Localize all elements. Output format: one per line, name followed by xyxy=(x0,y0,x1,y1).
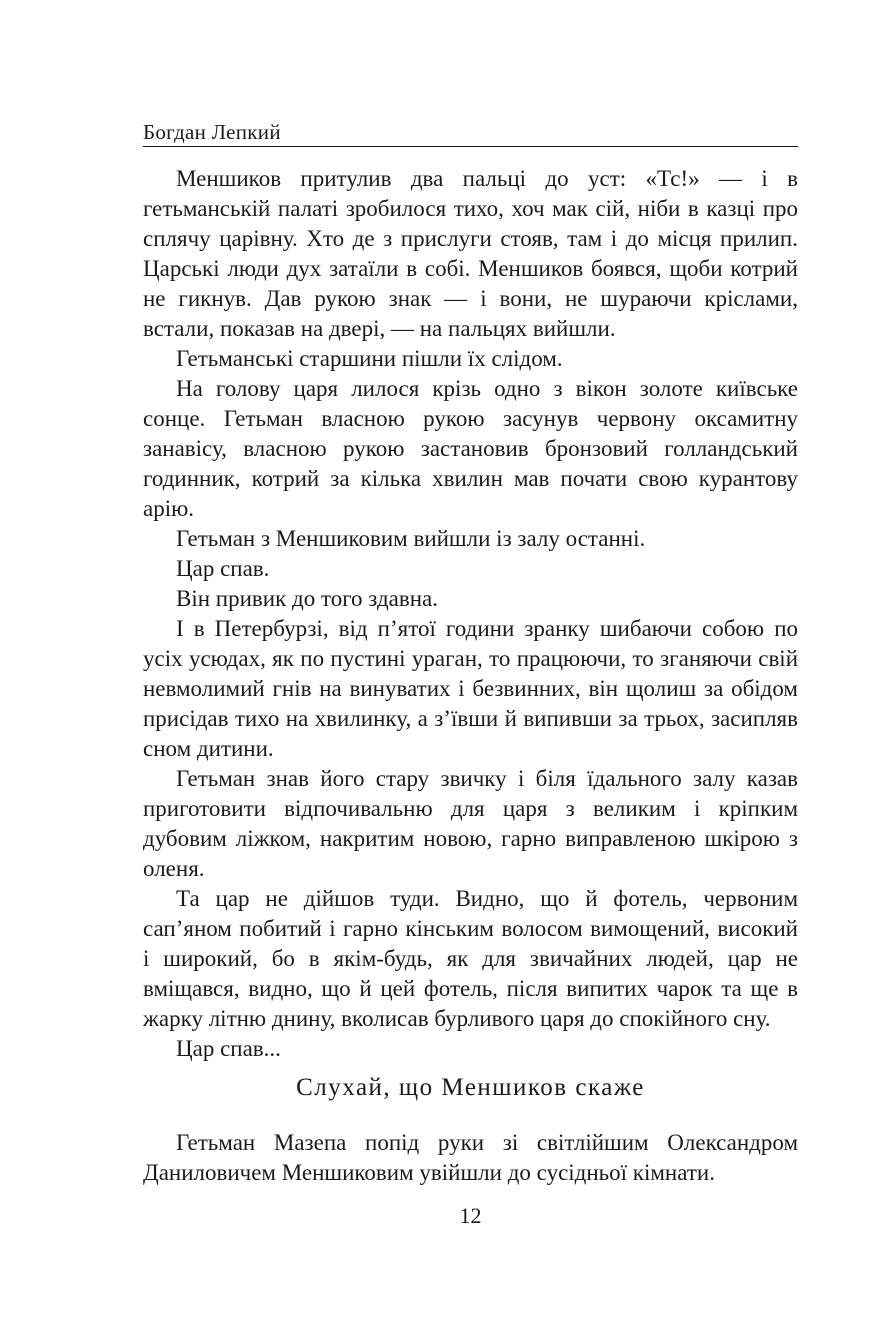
paragraph-5: Цар спав. xyxy=(176,556,270,581)
paragraph-1: Меншиков притулив два пальці до уст: «Тс!» — і в гетьманській палаті зробилося тихо, хоч мак сій, ніби в казці про сплячу царівну. Хто де з прислуги стояв, там і до місця прилип. Царські люди дух затаїли в собі. Меншиков боявся, щоби котрий не гикнув. Дав рукою знак — і вони, не шураючи кріслами, встали, показав на двері, — на пальцях вийшли. xyxy=(143,166,798,341)
paragraph-7: І в Петербурзі, від п’ятої години зранку шибаючи собою по усіх усюдах, як по пустині ураган, то працюючи, то зганяючи свій невмолимий гнів на винуватих і безвинних, він щолиш за обідом присідав тихо на хвилинку, а з’ївши й випивши за трьох, засипляв сном дитини. xyxy=(143,616,798,761)
section-paragraph-1: Гетьман Мазепа попід руки зі світлійшим Олександром Даниловичем Меншиковим увійшли до сусідньої кімнати. xyxy=(143,1130,798,1185)
paragraph-4: Гетьман з Меншиковим вийшли із залу останні. xyxy=(176,526,646,551)
paragraph-9: Та цар не дійшов туди. Видно, що й фотель, червоним сап’яном побитий і гарно кінським волосом вимощений, високий і широкий, бо в якім-будь, як для звичайних людей, цар не вміщався, видно, що й цей фотель, після випитих чарок та ще в жарку літню днину, вколисав бурливого царя до спокійного сну. xyxy=(143,886,798,1031)
running-head: Богдан Лепкий xyxy=(143,119,798,147)
section-title: Слухай, що Меншиков скаже xyxy=(296,1074,645,1101)
paragraph-8: Гетьман знав його стару звичку і біля їдального залу казав приготовити відпочивальню для царя з великим і кріпким дубовим ліжком, накритим новою, гарно виправленою шкірою з оленя. xyxy=(143,766,798,881)
section-body xyxy=(143,1128,798,1188)
paragraph-6: Він привик до того здавна. xyxy=(176,586,439,611)
chapter-body xyxy=(143,164,798,1064)
paragraph-3: На голову царя лилося крізь одно з вікон золоте київське сонце. Гетьман власною рукою засунув червону оксамитну занавісу, власною рукою застановив бронзовий голландський годинник, котрий за кілька хвилин мав почати свою курантову арію. xyxy=(143,376,798,521)
paragraph-10: Цар спав... xyxy=(176,1036,281,1061)
page-number: 12 xyxy=(459,1203,482,1228)
paragraph-2: Гетьманські старшини пішли їх слідом. xyxy=(176,346,563,371)
